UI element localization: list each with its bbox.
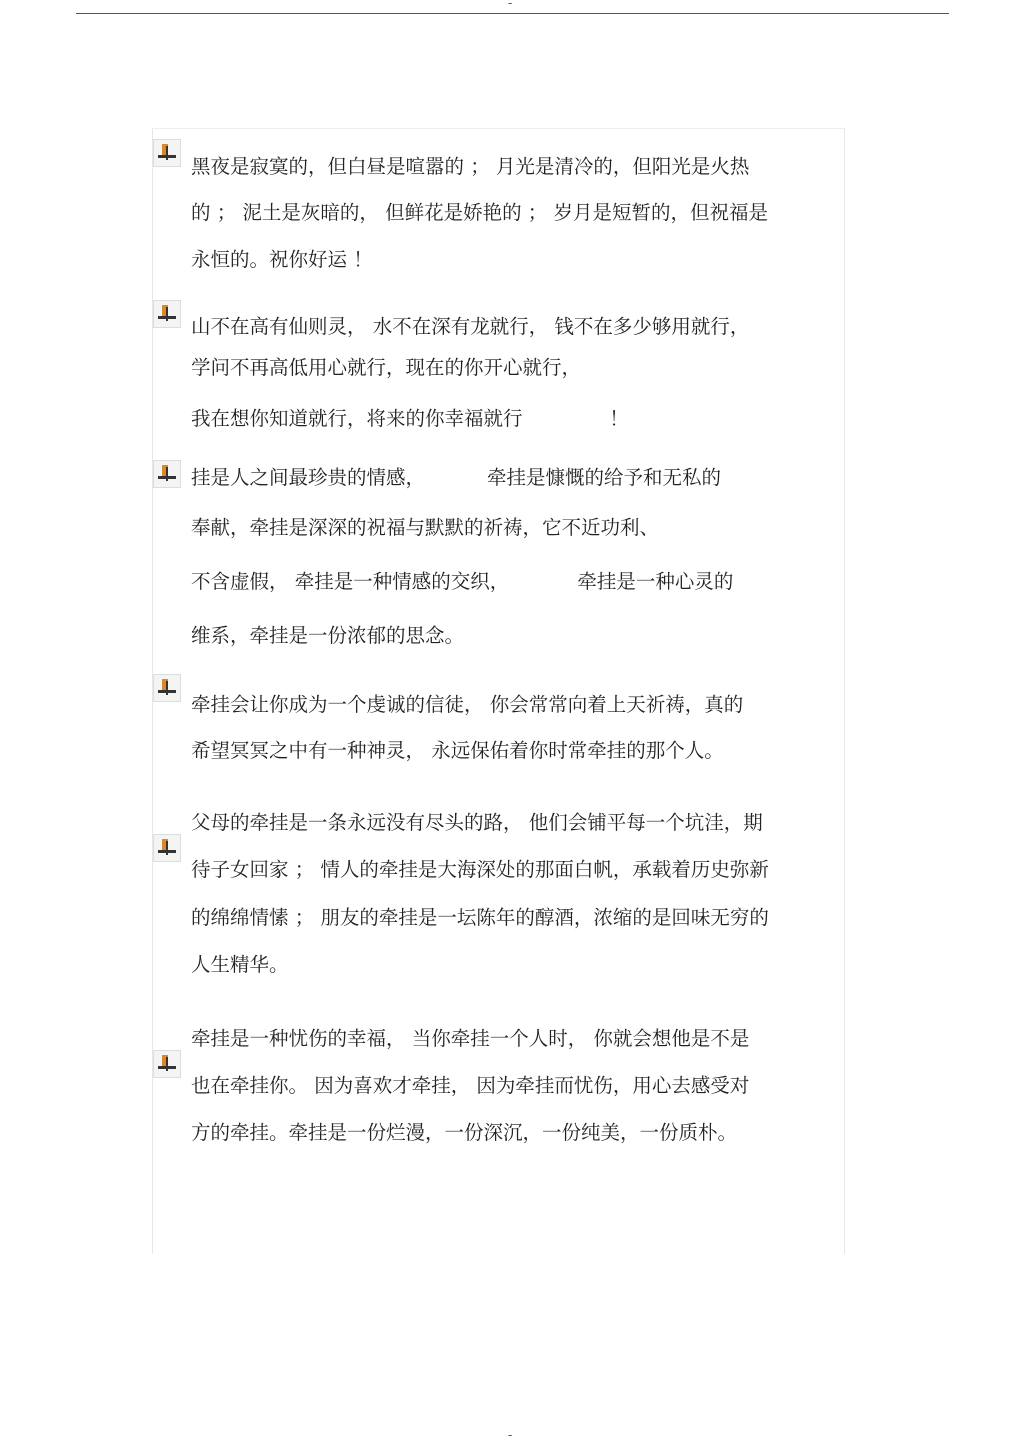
paragraph-6-line-2: 也在牵挂你。 因为喜欢才牵挂， 因为牵挂而忧伤，用心去感受对 (191, 1074, 750, 1097)
paragraph-1-line-2: 的 ； 泥土是灰暗的， 但鲜花是娇艳的 ； 岁月是短暂的，但祝福是 (191, 201, 768, 224)
paragraph-6-line-3: 方的牵挂。牵挂是一份烂漫，一份深沉，一份纯美，一份质朴。 (191, 1121, 738, 1144)
paragraph-2-line-1: 山不在高有仙则灵， 水不在深有龙就行， 钱不在多少够用就行， (191, 315, 750, 338)
paragraph-5-line-2: 待子女回家 ； 情人的牵挂是大海深处的那面白帆，承载着历史弥新 (191, 858, 769, 881)
footer-mark: - (508, 1428, 513, 1442)
paragraph-5-line-4: 人生精华。 (191, 953, 289, 976)
picture-placeholder-icon (153, 674, 181, 702)
paragraph-1-line-3: 永恒的。祝你好运 ！ (191, 248, 373, 271)
paragraph-5-line-1: 父母的牵挂是一条永远没有尽头的路， 他们会铺平每一个坑洼，期 (191, 811, 763, 834)
picture-placeholder-icon (153, 460, 181, 488)
header-rule (76, 13, 949, 14)
paragraph-4-line-2: 希望冥冥之中有一种神灵， 永远保佑着你时常牵挂的那个人。 (191, 739, 724, 762)
paragraph-4-line-1: 牵挂会让你成为一个虔诚的信徒， 你会常常向着上天祈祷，真的 (191, 693, 744, 716)
paragraph-3-line-2: 奉献，牵挂是深深的祝福与默默的祈祷，它不近功利、 (191, 516, 660, 539)
paragraph-2-line-3: 我在想你知道就行，将来的你幸福就行 ！ (191, 407, 629, 430)
paragraph-5-line-3: 的绵绵情愫 ； 朋友的牵挂是一坛陈年的醇酒，浓缩的是回味无穷的 (191, 906, 769, 929)
picture-placeholder-icon (153, 139, 181, 167)
paragraph-2-line-2: 学问不再高低用心就行，现在的你开心就行， (191, 356, 582, 379)
paragraph-3-line-4: 维系，牵挂是一份浓郁的思念。 (191, 624, 465, 647)
paragraph-1-line-1: 黑夜是寂寞的，但白昼是喧嚣的 ； 月光是清冷的，但阳光是火热 (191, 155, 750, 178)
paragraph-3-line-3: 不含虚假， 牵挂是一种情感的交织， 牵挂是一种心灵的 (191, 570, 734, 593)
picture-placeholder-icon (153, 1050, 181, 1078)
paragraph-6-line-1: 牵挂是一种忧伤的幸福， 当你牵挂一个人时， 你就会想他是不是 (191, 1027, 750, 1050)
paragraph-3-line-1: 挂是人之间最珍贵的情感， 牵挂是慷慨的给予和无私的 (191, 466, 721, 489)
picture-placeholder-icon (153, 834, 181, 862)
picture-placeholder-icon (153, 300, 181, 328)
header-mark: - (508, 0, 513, 10)
